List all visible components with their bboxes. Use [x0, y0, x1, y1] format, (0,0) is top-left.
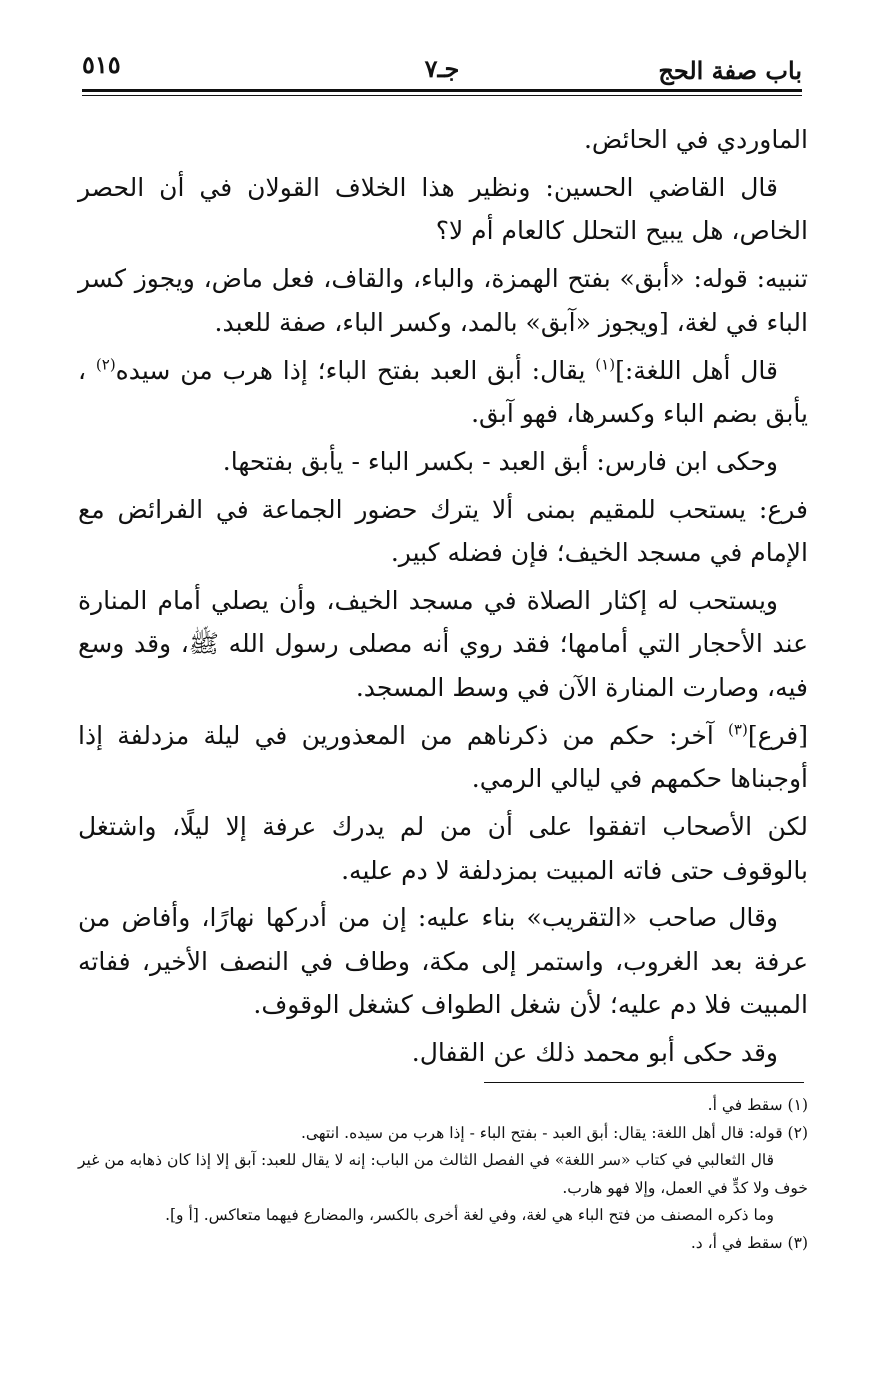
paragraph-segment: قال أهل اللغة:] — [615, 355, 778, 385]
paragraph: تنبيه: قوله: «أبق» بفتح الهمزة، والباء، والقاف، فعل ماض، ويجوز كسر الباء في لغة، [ويجوز «آبق» بالمد، وكسر الباء، صفة للعبد. — [78, 264, 808, 337]
footnote-ref: (٣) — [728, 720, 748, 739]
paragraph: فرع: يستحب للمقيم بمنى ألا يترك حضور الجماعة في الفرائض مع الإمام في مسجد الخيف؛ فإن فضله كبير. — [78, 494, 808, 568]
main-text — [78, 118, 808, 1079]
paragraph-segment: يقال: أبق العبد بفتح الباء؛ إذا هرب من سيده — [115, 355, 596, 385]
paragraph: لكن الأصحاب اتفقوا على أن من لم يدرك عرفة إلا ليلًا، واشتغل بالوقوف حتى فاته المبيت بمزدلفة لا دم عليه. — [78, 812, 808, 885]
paragraph — [78, 714, 808, 801]
footnote: (١) سقط في أ. — [707, 1096, 808, 1114]
volume-number: جـ٧ — [424, 54, 460, 83]
footnotes — [78, 1092, 808, 1258]
paragraph — [78, 349, 808, 436]
paragraph: وقد حكى أبو محمد ذلك عن القفال. — [411, 1038, 778, 1068]
footnote: قال الثعالبي في كتاب «سر اللغة» في الفصل الثالث من الباب: إنه لا يقال للعبد: آبق إلا إذا كان ذهابه من غير خوف ولا كدٍّ في العمل، وإلا فهو هارب. — [78, 1151, 808, 1197]
header-rule-thin — [82, 95, 802, 96]
paragraph: الماوردي في الحائض. — [583, 125, 808, 154]
paragraph-segment: ، يأبق بضم الباء وكسرها، فهو آبق. — [78, 355, 808, 428]
footnote: (٢) قوله: قال أهل اللغة: يقال: أبق العبد - بفتح الباء - إذا هرب من سيده. انتهى. — [300, 1123, 808, 1142]
footnote-separator — [484, 1082, 804, 1083]
footnote-ref: (٢) — [95, 355, 116, 374]
paragraph-segment: آخر: حكم من ذكرناهم من المعذورين في ليلة مزدلفة إذا أوجبناها حكمهم في ليالي الرمي. — [78, 720, 808, 794]
page-number: ٥١٥ — [82, 50, 121, 79]
paragraph: ويستحب له إكثار الصلاة في مسجد الخيف، وأن يصلي أمام المنارة عند الأحجار التي أمامها؛ فقد روي أنه مصلى رسول الله ﷺ، وقد وسع فيه، وصارت المنارة الآن في وسط المسجد. — [78, 586, 808, 702]
footnote-ref: (١) — [595, 355, 616, 374]
footnote: (٣) سقط في أ، د. — [690, 1233, 808, 1252]
header-rule-thick — [82, 89, 802, 92]
paragraph: وحكى ابن فارس: أبق العبد - بكسر الباء - يأبق بفتحها. — [222, 446, 778, 476]
paragraph: وقال صاحب «التقريب» بناء عليه: إن من أدركها نهارًا، وأفاض من عرفة بعد الغروب، واستمر إلى مكة، وطاف في النصف الأخير، ففاته المبيت فلا دم عليه؛ لأن شغل الطواف كشغل الوقوف. — [78, 903, 808, 1020]
paragraph: قال القاضي الحسين: ونظير هذا الخلاف القولان في أن الحصر الخاص، هل يبيح التحلل كالعام أم لا؟ — [78, 172, 808, 246]
chapter-title: باب صفة الحج — [658, 56, 802, 85]
paragraph-segment: [فرع] — [747, 720, 808, 750]
running-header — [82, 48, 802, 88]
footnote: وما ذكره المصنف من فتح الباء هي لغة، وفي لغة أخرى بالكسر، والمضارع فيهما متعاكس. [أ و]. — [165, 1206, 774, 1225]
